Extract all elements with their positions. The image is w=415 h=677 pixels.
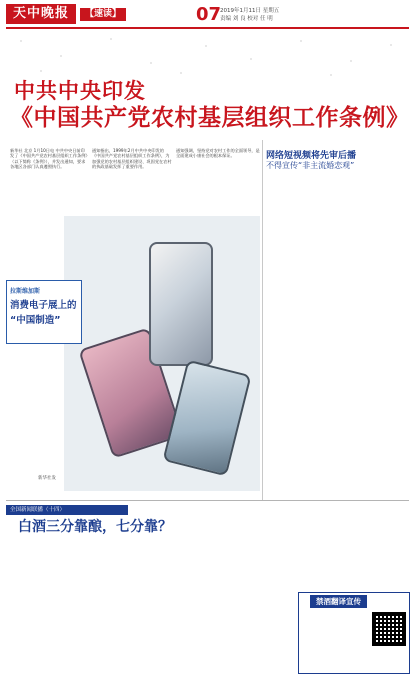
bottom-article-title: 白酒三分靠酿，七分靠？ xyxy=(18,519,172,535)
photo-credit: 新华社发 xyxy=(38,476,56,481)
bottom-section-bar: 全国新闻联播（十四） xyxy=(6,505,128,515)
callout-label: 拉斯维加斯 xyxy=(10,288,41,295)
article-column-1: 新华社 北京 1月10日电 中共中央日前印发了《中国共产党农村基层组织工作条例》（以下简称《条例》），并发出通知，要求各地区各部门认真遵照执行。 xyxy=(10,148,88,170)
article-column-3: 通知强调，坚持党对农村工作的全面领导，是全面建成小康社会的根本保证。 xyxy=(176,148,260,159)
photo-phone-silver xyxy=(149,242,213,366)
issue-date: 2019年1月11日 星期五 xyxy=(220,8,280,14)
side-story-subtitle: 不得宣传“非主流婚恋观” xyxy=(266,161,355,170)
promo-title: 禁酒翻译宣传 xyxy=(310,595,367,608)
side-story-title: 网络短视频将先审后播 xyxy=(266,151,357,161)
callout-title-2: “中国制造” xyxy=(10,315,61,326)
photo-phone-blue xyxy=(162,360,251,477)
headline: 《中国共产党农村基层组织工作条例》 xyxy=(10,105,410,131)
masthead-logo: 天中晚报 xyxy=(6,4,76,24)
page-number: 07 xyxy=(196,4,222,25)
photo-phones xyxy=(64,216,260,491)
header-rule xyxy=(6,27,409,29)
callout-title: 消费电子展上的 xyxy=(10,300,77,311)
section-tag: 【速读】 xyxy=(80,8,126,21)
column-divider xyxy=(262,140,263,500)
editor-line: 责编 刘 良 校对 任 明 xyxy=(220,16,273,22)
article-column-2: 通知指出，1999年2月中共中央印发的《中国共产党农村基层组织工作条例》，为加强党的农村基层组织建设、巩固党在农村的执政基础发挥了重要作用。 xyxy=(92,148,172,170)
headline-kicker: 中共中央印发 xyxy=(14,79,146,103)
qr-code-icon xyxy=(372,612,406,646)
section-divider xyxy=(6,500,409,501)
